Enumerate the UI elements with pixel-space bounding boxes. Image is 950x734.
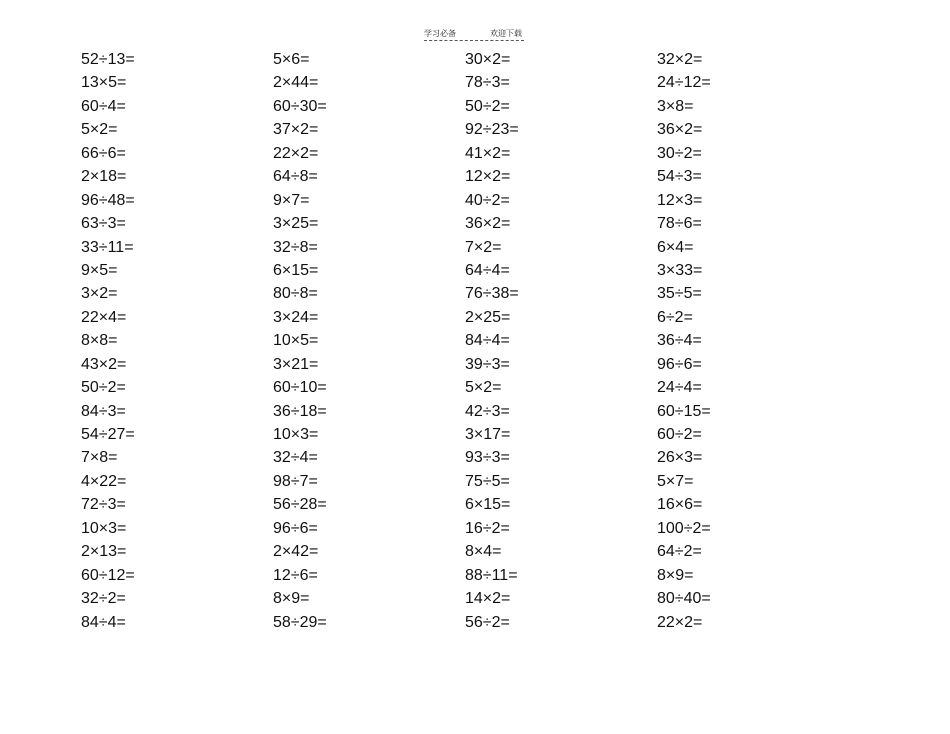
math-problem: 13×5=	[81, 74, 127, 92]
math-problem: 39÷3=	[465, 355, 510, 373]
math-problem: 8×9=	[273, 590, 310, 608]
math-problem: 2×13=	[81, 543, 127, 561]
math-problem: 96÷6=	[273, 519, 318, 537]
math-problem: 9×7=	[273, 191, 310, 209]
math-problem: 5×6=	[273, 51, 310, 68]
problem-column-1	[81, 48, 261, 634]
math-problem: 2×25=	[465, 308, 511, 326]
math-problem: 84÷3=	[81, 402, 126, 420]
math-problem: 50÷2=	[465, 97, 510, 115]
math-problem: 3×2=	[81, 285, 118, 303]
math-problem: 32÷2=	[81, 590, 126, 608]
math-problem: 42÷3=	[465, 402, 510, 420]
math-problem: 24÷12=	[657, 74, 711, 92]
math-problem: 80÷40=	[657, 590, 711, 608]
math-problem: 8×4=	[465, 543, 502, 561]
math-problem: 16÷2=	[465, 519, 510, 537]
math-problem: 41×2=	[465, 144, 511, 162]
math-problem: 32÷8=	[273, 238, 318, 256]
math-problem: 63÷3=	[81, 215, 126, 233]
math-problem: 6×4=	[657, 238, 694, 256]
math-problem: 35÷5=	[657, 285, 702, 303]
math-problem: 6×15=	[465, 496, 511, 514]
math-problem: 3×8=	[657, 97, 694, 115]
math-problem: 10×3=	[81, 519, 127, 537]
math-problem: 60÷30=	[273, 97, 327, 115]
math-problem: 60÷2=	[657, 426, 702, 443]
math-problem: 92÷23=	[465, 121, 519, 139]
math-problem: 60÷12=	[81, 566, 135, 584]
math-problem: 64÷2=	[657, 543, 702, 561]
math-problem: 66÷6=	[81, 144, 126, 162]
math-problem: 16×6=	[657, 496, 703, 514]
math-problem: 2×42=	[273, 543, 319, 561]
header-left-text: 学习必备	[424, 29, 456, 38]
math-problem: 78÷3=	[465, 74, 510, 92]
math-problem: 100÷2=	[657, 519, 711, 537]
math-problem: 84÷4=	[465, 332, 510, 350]
math-problem: 40÷2=	[465, 191, 510, 209]
problem-column-4	[657, 48, 837, 634]
math-problem: 52÷13=	[81, 51, 135, 68]
math-problem: 10×5=	[273, 332, 319, 350]
math-problem: 98÷7=	[273, 472, 318, 490]
math-problem: 58÷29=	[273, 613, 327, 631]
math-problem: 26×3=	[657, 449, 703, 467]
math-problem: 96÷6=	[657, 355, 702, 373]
math-problem: 3×17=	[465, 426, 511, 443]
math-problem: 6×15=	[273, 261, 319, 279]
math-problem: 54÷3=	[657, 168, 702, 186]
math-problem: 72÷3=	[81, 496, 126, 514]
math-problem: 64÷8=	[273, 168, 318, 186]
math-problem: 9×5=	[81, 261, 118, 279]
math-problem: 60÷15=	[657, 402, 711, 420]
math-problem: 4×22=	[81, 472, 127, 490]
math-problem: 2×18=	[81, 168, 127, 186]
math-problem: 36÷18=	[273, 402, 327, 420]
math-problem: 12×2=	[465, 168, 511, 186]
math-problem: 30÷2=	[657, 144, 702, 162]
math-problem: 80÷8=	[273, 285, 318, 303]
math-problem: 36×2=	[657, 121, 703, 139]
math-problem: 43×2=	[81, 355, 127, 373]
math-problem: 32÷4=	[273, 449, 318, 467]
math-problem: 8×9=	[657, 566, 694, 584]
math-problem: 56÷2=	[465, 613, 510, 631]
math-problem: 88÷11=	[465, 566, 518, 584]
math-problem: 33÷11=	[81, 238, 134, 256]
math-problem: 32×2=	[657, 51, 703, 68]
math-problem: 56÷28=	[273, 496, 327, 514]
math-problem: 5×2=	[81, 121, 118, 139]
math-problem: 14×2=	[465, 590, 511, 608]
math-problem: 8×8=	[81, 332, 118, 350]
math-problem: 3×21=	[273, 355, 319, 373]
math-problem: 60÷4=	[81, 97, 126, 115]
math-problem: 36÷4=	[657, 332, 702, 350]
math-problem: 30×2=	[465, 51, 511, 68]
math-problem: 22×2=	[273, 144, 319, 162]
math-problem: 7×8=	[81, 449, 118, 467]
math-problem: 93÷3=	[465, 449, 510, 467]
math-problem: 5×2=	[465, 379, 502, 397]
math-problem: 3×25=	[273, 215, 319, 233]
math-problem: 2×44=	[273, 74, 319, 92]
math-problem: 3×33=	[657, 261, 703, 279]
math-problem: 3×24=	[273, 308, 319, 326]
math-problem: 96÷48=	[81, 191, 135, 209]
math-problem: 36×2=	[465, 215, 511, 233]
math-problem: 50÷2=	[81, 379, 126, 397]
math-problem: 10×3=	[273, 426, 319, 443]
math-problem: 6÷2=	[657, 308, 693, 326]
math-problem: 37×2=	[273, 121, 319, 139]
math-problem: 60÷10=	[273, 379, 327, 397]
math-problem: 84÷4=	[81, 613, 126, 631]
math-problem: 22×2=	[657, 613, 703, 631]
problem-column-3	[465, 48, 645, 634]
math-problem: 24÷4=	[657, 379, 702, 397]
math-problem: 5×7=	[657, 472, 694, 490]
math-problem: 78÷6=	[657, 215, 702, 233]
problem-column-2	[273, 48, 453, 634]
math-problem: 76÷38=	[465, 285, 519, 303]
header-right-text: 欢迎下载	[490, 29, 522, 38]
math-problem: 64÷4=	[465, 261, 510, 279]
math-problem: 12×3=	[657, 191, 703, 209]
math-problem: 22×4=	[81, 308, 127, 326]
math-problem: 54÷27=	[81, 426, 135, 443]
math-problem: 75÷5=	[465, 472, 510, 490]
math-problem: 7×2=	[465, 238, 502, 256]
math-problem: 12÷6=	[273, 566, 318, 584]
